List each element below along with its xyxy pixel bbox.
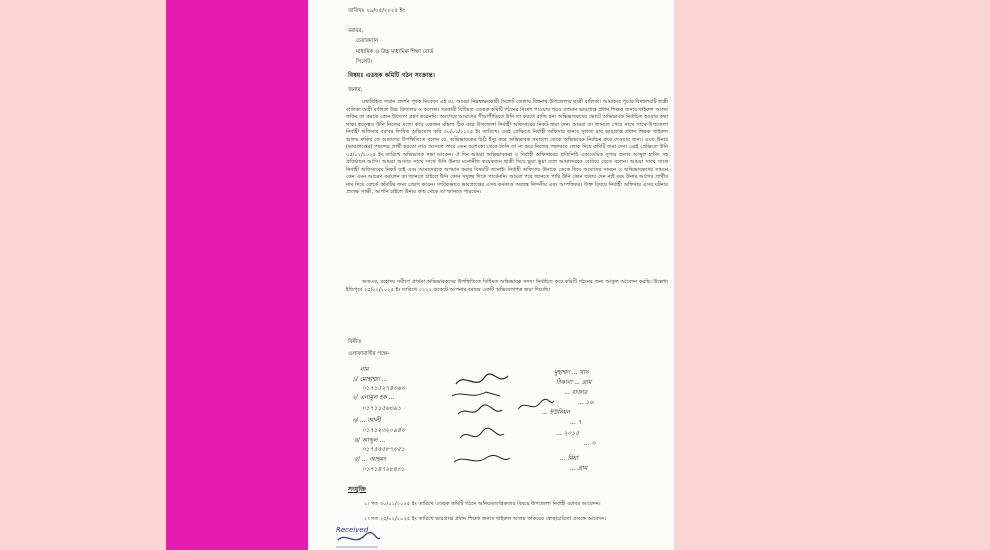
signature-right-9: ... গ্রাম: [570, 465, 588, 472]
signature-left-4: ০১৭১১৫৬৩৯১: [362, 405, 401, 412]
recipient-address: [348, 26, 433, 67]
letter-document: [308, 0, 674, 550]
stamp-text: Received: [336, 526, 369, 534]
signature-left-6: ০১৭১২৩২০৯৪৩: [362, 427, 405, 434]
signature-left-9: ৫/ ... আহমদ: [354, 456, 387, 463]
signature-left-7: ৪/ আব্দুল ...: [354, 437, 386, 444]
signature-left-8: ০১৭৫৫৫৮৭৩৫১: [362, 446, 405, 453]
recipient-org: মাধ্যমিক ও উচ্চ মাধ্যমিক শিক্ষা বোর্ড: [356, 48, 434, 55]
attachments-title: সংযুক্তি: [348, 486, 367, 493]
signature-right-3: ... ১৬: [578, 399, 594, 406]
received-stamp: [334, 520, 382, 550]
attachment-item-1: ১। গত ৩০/০১/২০২৫ ইং তারিখে এডহক কমিটি গঠনে অনিয়মতান্ত্রিকতার বিষয়ে উপজেলা নির্বাহী বরাবর আবেদন।: [364, 501, 601, 507]
on-behalf-line: এলাকাবাসীর পক্ষে-: [348, 350, 390, 357]
body-paragraph-2: অতএব, মহোদয় সমীপে প্রার্থনা অভিভাবকদের উপস্থিতিতে বিধিমত অভিভাবক সদস্য নির্বাচিত করে কমিটি গঠনের জন্য আকুল আবেদন করছি। উল্লেখ্য ইতিপূর্বে ২৫/০২/২০২৫ ইং তারিখে ৩২১২ ডকেটে আপনার বরাবর একটি অভিযোগপত্র জমা দিয়েছি।: [346, 279, 668, 293]
attachment-item-2: ২। গত ২৫/০২/২০২৫ ইং তারিখে ভারপ্রাপ্ত প্রধান শিক্ষক জনাব খাইরুল আলম ফকিরের স্বেচ্ছাচারিতা প্রসঙ্গে আবেদন।: [364, 516, 607, 522]
closing-word: বিনীত: [348, 339, 362, 345]
signature-right-7: ... ৩: [584, 440, 596, 447]
handwritten-signatures-middle: [450, 370, 520, 480]
recipient-place: সিলেট।: [356, 58, 373, 65]
signature-left-10: ০১৭১৪৭২৮৪৩১: [362, 466, 405, 473]
signature-right-5: ... ৭: [570, 419, 582, 426]
signature-right-8: ... মিয়া: [560, 455, 578, 462]
body-paragraph-1: যথাবিহিত সম্মান প্রদর্শন পূর্বক নিবেদন এই যে, আমরা নিম্নস্বাক্ষরকারী সিলেট জেলার বিশ্বনাথ উপজেলার ছাত্রী বালিকা। আমাদের পূর্বের বিদ্যালয়টি ছাত্রী বালিকা অগ্রী বালিকা উচ্চ বিদ্যালয় ও কলেজ। সরকারী বিধিমত এডহক কমিটি গঠনের নির্দেশ পাওয়ার পরও বর্তমান ভারপ্রাপ্ত প্রধান শিক্ষক জনাব খাইরুল আলম ফকির তা করতে কোন উদ্যোগ গ্রহণ করেননি। অবশেষে আমাদের পীড়াপীড়িতে উনি তা করতে রাজি হন। অভিভাবকদের ভোটে অভিভাবক নির্বাচিত হওয়ার কথা থাকা স্বত্ত্বেও উনি নিজের মতো করে একজন মহিলা ঠিক করে উপজেলা নির্বাহী অফিসারের নিকট জমা দেন। আমরা তা জানতে পেরে সাথে সাথে উপজেলা নির্বাহী অফিসার বরাবর লিখিত অভিযোগ করি ৩০/০১/২০২৫ ইং তারিখে। এরই প্রেক্ষিতে নির্বাহী অফিসার জনাব সুলতা রায় ভারপ্রাপ্ত প্রধান শিক্ষক খাইরুল আলম ফকির কে আমাদের উপস্থিতিতে বলেন যে, অভিভাবকের চিঠি ইস্যু করে অভিভাবক সমাবেশ ডেকে অভিভাবক নির্বাচন করে দেওয়ার জন্য। এতে উনার (ভারপ্রাপ্তের) পছন্দের প্রার্থী হয়তো নাও আসতে পারে এমন আশংকা থেকে তিনি তা না করে নিজের পছন্দমত লোক দিয়ে কমিটি জমা দেন। এরই প্রেক্ষিতে উনি ০৫/০২/২০২৫ ইং তারিখে অভিভাবক সভা ডাকেন। ঐ দিন আমরা অভিভাবকরা ও নির্বাহী অফিসারের প্রতিনিধি একাডেমিক সুপার জনাব আব্দুল হামিদ সহ প্রতিষ্ঠানে আসি। আমরা আসার সাথে সাথে উনি উনার মনোনীত কয়েকজন ছাত্রী দিয়ে ভুয়া ভুয়া বলে আমাদেরকে বেরিয়ে যেতে বলেন। আমরা সাথে সাথে নির্বাহী অফিসারের নিকট যাই এবং আমাদেরকে অপমান করার বিষয়টি জানাই। নির্বাহী অফিসার উনাকে ডেকে দিয়ে আমাদের সামনে ও অভিভাবকদের সামনে কেন এমন আচরণ করলেন তা জানতে চাইলে উনি কোন সদুত্তর দিতে পারেননি। আমরা পরে জানতে পারি উনি কোন জবাব দেন নাই বরং উনার আগের প্রার্থীর নাম দিয়ে বোর্ডে কমিটির জন্য প্রেরণ করেন। সার্বিকভাবে ভারপ্রাপ্তের এসব কর্মকাণ্ড অত্যন্ত নিন্দনীয় এবং আপত্তিকর। উক্ত বিষয়ে নির্বাহী অফিসার এসব ঘটনার প্রত্যক্ষ সাক্ষী, আপনি চাইলে উনার কাছ থেকে তা জানতে পারবেন।: [346, 99, 668, 196]
signature-right-0: মুহাম্মদ ... খান: [554, 369, 589, 376]
signature-left-0: নাম: [360, 366, 369, 373]
signature-right-1: ঠিকানা ... গ্রাম: [556, 379, 592, 386]
signature-right-2: ... বাজার: [564, 389, 588, 396]
letter-subject: বিষয়ঃ এডহক কমিটি গঠন সংক্রান্ত।: [348, 72, 435, 79]
signature-right-4: ... ইউনিয়ন: [542, 409, 570, 416]
signature-left-1: ১/ মোহাম্মদ ...: [352, 376, 388, 383]
letter-salutation: জনাব,: [348, 87, 363, 93]
signature-left-3: ২/ এনামুল হক ...: [352, 394, 395, 401]
letter-closing: [348, 337, 390, 361]
signature-left-5: ৩/ ... আলী: [352, 417, 381, 424]
signature-left-2: ০১৭১৫২৭৪৩৬৩: [362, 385, 405, 392]
handwritten-scribble-right: [516, 395, 556, 415]
recipient-title: চেয়ারম্যান: [356, 38, 379, 45]
signature-right-6: ... ২০১৫: [556, 430, 580, 437]
address-to: বরাবর,: [348, 28, 364, 34]
letter-date: তারিখঃ ২৯/০৫/২০২৫ ইং: [348, 8, 405, 14]
